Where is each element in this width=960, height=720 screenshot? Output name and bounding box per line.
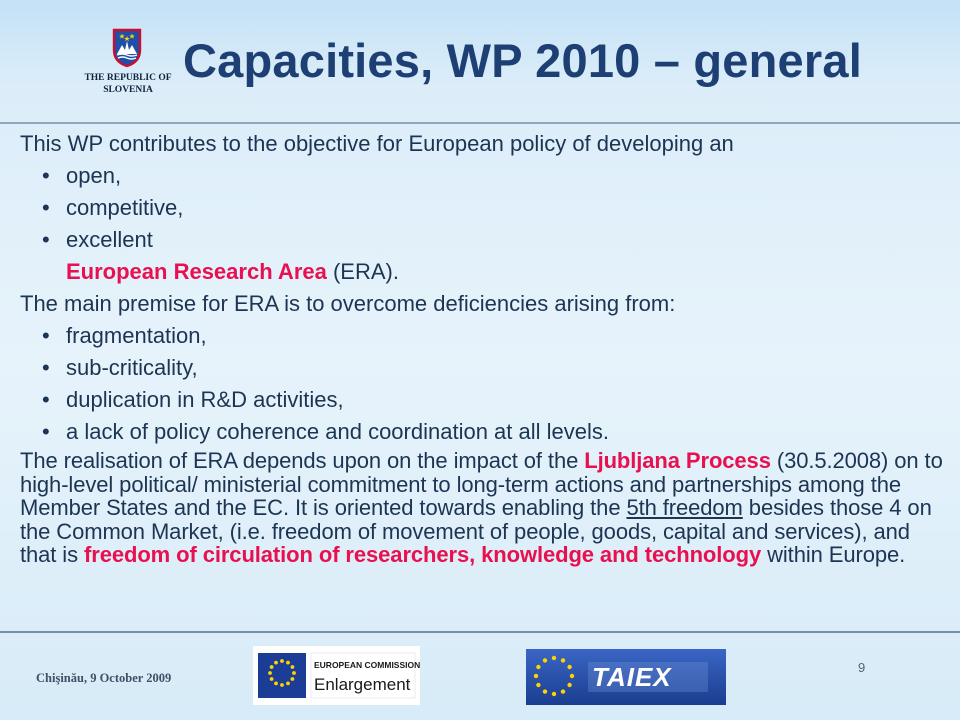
slovenia-coat-of-arms-icon [112, 28, 142, 68]
ljubljana-process-highlight: Ljubljana Process [584, 448, 771, 473]
era-line: European Research Area (ERA). [66, 259, 399, 284]
bullet-icon: • [42, 323, 50, 348]
list-item: • fragmentation, [20, 320, 950, 352]
footer-date: Chişinău, 9 October 2009 [36, 671, 172, 685]
intro-text: This WP contributes to the objective for European policy of developing an [20, 131, 734, 156]
bullet-icon: • [42, 419, 50, 444]
premise-text: The main premise for ERA is to overcome deficiencies arising from: [20, 291, 676, 316]
list-item: • competitive, [20, 192, 950, 224]
page-title: Capacities, WP 2010 – general [183, 34, 862, 87]
list-item: • sub-criticality, [20, 352, 950, 384]
bullet-icon: • [42, 387, 50, 412]
svg-text:EUROPEAN COMMISSION: EUROPEAN COMMISSION [314, 660, 420, 670]
bullet-icon: • [42, 355, 50, 380]
freedom-highlight: freedom of circulation of researchers, knowledge and technology [84, 542, 762, 567]
european-commission-enlargement-logo [253, 646, 420, 705]
slide-header [0, 0, 960, 122]
taiex-logo [526, 649, 726, 705]
bullet-icon: • [42, 227, 50, 252]
page-number: 9 [858, 660, 866, 675]
country-label: THE REPUBLIC OF SLOVENIA [84, 73, 172, 95]
bullet-icon: • [42, 195, 50, 220]
era-highlight: European Research Area [66, 259, 327, 284]
svg-text:Enlargement: Enlargement [314, 675, 411, 694]
list-item: • open, [20, 160, 950, 192]
list-item: • a lack of policy coherence and coordination at all levels. [20, 416, 950, 448]
list-item: • duplication in R&D activities, [20, 384, 950, 416]
fifth-freedom-underlined: 5th freedom [626, 495, 743, 520]
svg-text:TAIEX: TAIEX [592, 662, 672, 692]
footer-divider [0, 631, 960, 633]
header-divider [0, 122, 960, 124]
list-item: • excellent [20, 224, 950, 256]
bullet-icon: • [42, 163, 50, 188]
slide-body [20, 128, 950, 567]
realisation-paragraph: The realisation of ERA depends upon on the impact of the Ljubljana Process (30.5.2008) on to high-level political/ ministerial commitment to long-term actions and partnerships among the Member States and the EC. It is oriented towards enabling the 5th freedom besides those 4 on the Common Market, (i.e. freedom of movement of people, goods, capital and services), and that is freedom of circulation of researchers, knowledge and technology within Europe. [20, 448, 943, 567]
